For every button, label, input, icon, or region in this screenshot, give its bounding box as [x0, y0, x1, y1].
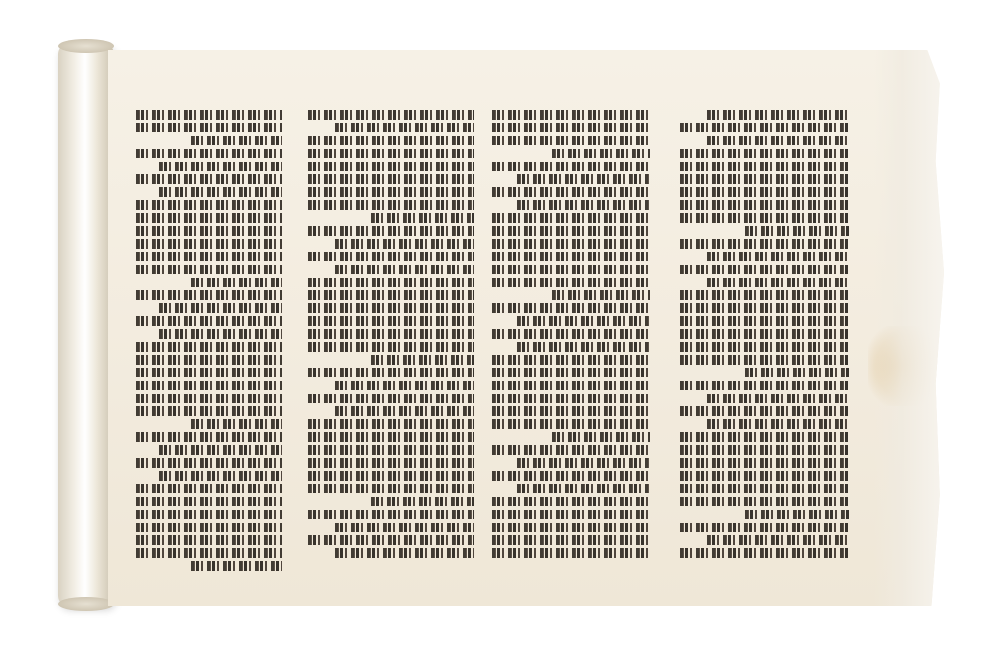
text-line	[680, 355, 850, 365]
text-line	[680, 174, 850, 184]
text-line	[371, 355, 474, 365]
text-line	[680, 123, 850, 133]
text-line	[136, 484, 282, 494]
text-line	[492, 548, 650, 558]
text-line	[707, 535, 850, 545]
text-line	[308, 303, 474, 313]
text-line	[191, 136, 282, 146]
text-line	[136, 110, 282, 120]
text-line	[136, 239, 282, 249]
text-line	[745, 226, 850, 236]
text-line	[191, 561, 282, 571]
text-line	[492, 471, 650, 481]
text-line	[680, 303, 850, 313]
text-line	[517, 200, 650, 210]
text-line	[335, 548, 474, 558]
text-line	[492, 226, 650, 236]
text-line	[335, 523, 474, 533]
text-line	[492, 535, 650, 545]
text-line	[492, 329, 650, 339]
text-line	[191, 419, 282, 429]
text-line	[308, 394, 474, 404]
text-line	[517, 174, 650, 184]
parchment-sheet	[108, 50, 944, 606]
text-line	[707, 136, 850, 146]
text-line	[136, 394, 282, 404]
text-line	[308, 471, 474, 481]
text-line	[136, 174, 282, 184]
scroll-roller	[58, 44, 114, 606]
text-line	[552, 149, 650, 159]
text-line	[680, 200, 850, 210]
text-line	[136, 510, 282, 520]
text-line	[492, 303, 650, 313]
text-line	[159, 187, 282, 197]
text-line	[335, 406, 474, 416]
roller-bottom-cap	[58, 597, 114, 611]
text-line	[492, 110, 650, 120]
text-line	[308, 368, 474, 378]
text-line	[680, 432, 850, 442]
text-line	[308, 110, 474, 120]
text-line	[136, 149, 282, 159]
text-line	[136, 252, 282, 262]
text-line	[371, 213, 474, 223]
text-line	[492, 213, 650, 223]
text-line	[680, 265, 850, 275]
text-line	[308, 174, 474, 184]
text-line	[308, 316, 474, 326]
text-line	[335, 265, 474, 275]
text-column-4	[680, 110, 850, 580]
text-line	[136, 265, 282, 275]
text-line	[492, 381, 650, 391]
text-line	[308, 510, 474, 520]
text-line	[680, 497, 850, 507]
text-line	[680, 406, 850, 416]
text-line	[308, 535, 474, 545]
text-line	[159, 445, 282, 455]
text-line	[492, 136, 650, 146]
text-line	[308, 200, 474, 210]
text-line	[517, 316, 650, 326]
text-line	[136, 535, 282, 545]
text-line	[707, 110, 850, 120]
text-line	[308, 458, 474, 468]
text-line	[159, 303, 282, 313]
text-line	[707, 419, 850, 429]
roller-top-cap	[58, 39, 114, 53]
text-line	[745, 510, 850, 520]
text-column-2	[308, 110, 474, 580]
text-column-3	[492, 110, 650, 580]
text-line	[680, 149, 850, 159]
text-line	[308, 136, 474, 146]
text-line	[308, 162, 474, 172]
text-line	[492, 265, 650, 275]
text-line	[552, 432, 650, 442]
text-line	[517, 342, 650, 352]
text-line	[680, 445, 850, 455]
text-line	[308, 187, 474, 197]
text-line	[308, 419, 474, 429]
text-line	[680, 458, 850, 468]
text-line	[680, 162, 850, 172]
text-line	[492, 523, 650, 533]
text-line	[680, 329, 850, 339]
text-line	[136, 548, 282, 558]
text-line	[308, 226, 474, 236]
text-line	[159, 471, 282, 481]
text-line	[136, 226, 282, 236]
text-line	[492, 239, 650, 249]
text-line	[492, 278, 650, 288]
text-line	[136, 213, 282, 223]
text-line	[308, 252, 474, 262]
text-line	[136, 406, 282, 416]
text-line	[492, 394, 650, 404]
text-line	[492, 252, 650, 262]
text-line	[492, 510, 650, 520]
text-line	[492, 445, 650, 455]
text-line	[136, 523, 282, 533]
text-line	[136, 458, 282, 468]
text-line	[308, 290, 474, 300]
text-line	[136, 432, 282, 442]
torn-edge	[874, 50, 944, 606]
text-line	[680, 239, 850, 249]
text-line	[680, 213, 850, 223]
text-line	[335, 239, 474, 249]
text-line	[136, 368, 282, 378]
text-line	[517, 484, 650, 494]
text-line	[136, 123, 282, 133]
text-line	[680, 548, 850, 558]
text-line	[136, 342, 282, 352]
text-line	[308, 432, 474, 442]
text-line	[707, 278, 850, 288]
text-line	[707, 252, 850, 262]
text-line	[517, 458, 650, 468]
text-line	[335, 123, 474, 133]
text-line	[371, 497, 474, 507]
text-line	[680, 342, 850, 352]
text-line	[680, 187, 850, 197]
text-line	[136, 200, 282, 210]
text-line	[680, 523, 850, 533]
text-line	[308, 342, 474, 352]
text-column-1	[136, 110, 282, 580]
text-line	[492, 406, 650, 416]
text-line	[745, 368, 850, 378]
text-line	[136, 355, 282, 365]
text-line	[707, 394, 850, 404]
text-line	[335, 381, 474, 391]
text-line	[159, 162, 282, 172]
text-line	[492, 497, 650, 507]
text-line	[159, 329, 282, 339]
text-line	[308, 278, 474, 288]
text-line	[136, 290, 282, 300]
text-line	[191, 278, 282, 288]
text-line	[136, 381, 282, 391]
text-line	[492, 162, 650, 172]
text-line	[680, 381, 850, 391]
text-line	[680, 316, 850, 326]
text-line	[136, 316, 282, 326]
text-line	[492, 419, 650, 429]
text-line	[680, 290, 850, 300]
text-line	[492, 368, 650, 378]
text-line	[492, 187, 650, 197]
text-line	[308, 329, 474, 339]
text-line	[680, 471, 850, 481]
text-line	[552, 290, 650, 300]
text-line	[308, 149, 474, 159]
text-line	[136, 497, 282, 507]
text-line	[492, 123, 650, 133]
text-line	[492, 355, 650, 365]
text-line	[680, 484, 850, 494]
text-line	[308, 484, 474, 494]
text-line	[308, 445, 474, 455]
